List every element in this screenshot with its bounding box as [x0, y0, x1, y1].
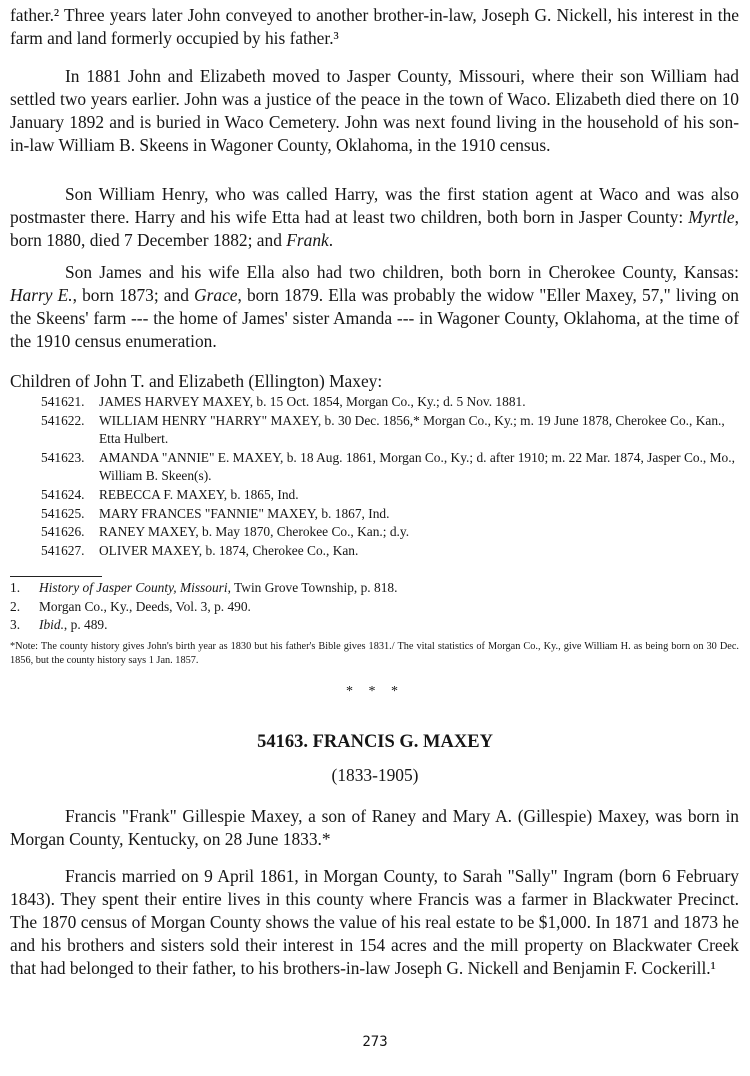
- footnote-text: Morgan Co., Ky., Deeds, Vol. 3, p. 490.: [39, 598, 251, 614]
- section-dates: (1833-1905): [331, 765, 419, 785]
- child-entry: MARY FRANCES "FANNIE" MAXEY, b. 1867, Ind.: [99, 505, 390, 521]
- child-name-harry-e: Harry E.: [10, 285, 73, 305]
- child-number: 541621.: [41, 394, 85, 409]
- footnotes-list: [10, 579, 739, 635]
- footnote-text: , Twin Grove Township, p. 818.: [227, 580, 398, 595]
- list-item: [41, 393, 741, 412]
- paragraph-text: , born 1880, died 7 December 1882; and: [10, 207, 739, 250]
- child-name-frank: Frank: [286, 230, 329, 250]
- paragraph-frank-born: Francis "Frank" Gillespie Maxey, a son of Raney and Mary A. (Gillespie) Maxey, was born in Morgan County, Kentucky, on 28 June 1833.*: [10, 806, 739, 849]
- paragraph-harry: [10, 183, 739, 252]
- paragraph-text: , born 1879. Ella was probably the widow "Eller Maxey, 57," living on the Skeens' farm --- the home of James' sister Amanda --- in Wagoner County, Oklahoma, at the time of the 1910 census enumeration.: [10, 285, 739, 351]
- list-item: [41, 412, 741, 449]
- child-number: 541622.: [41, 412, 85, 428]
- footnote: [10, 598, 739, 617]
- list-item: [41, 523, 741, 542]
- page-number: 273: [362, 1034, 388, 1050]
- children-heading: Children of John T. and Elizabeth (Ellington) Maxey:: [10, 371, 383, 391]
- paragraph-text: .: [328, 230, 334, 250]
- child-name-grace: Grace: [194, 285, 238, 305]
- list-item: [41, 542, 741, 561]
- section-heading: 54163. FRANCIS G. MAXEY: [257, 732, 493, 752]
- paragraph-text: Son James and his wife Ella also had two children, both born in Cherokee County, Kansas:: [65, 262, 739, 282]
- footnote-number: 3.: [10, 617, 21, 632]
- child-entry: WILLIAM HENRY "HARRY" MAXEY, b. 30 Dec. 1856,* Morgan Co., Ky.; m. 19 June 1878, Cherokee Co., Kan., Etta Hulbert.: [99, 412, 725, 447]
- paragraph-text: Son William Henry, who was called Harry, was the first station agent at Waco and was also postmaster there. Harry and his wife Etta had at least two children, both born in Jasper County:: [10, 184, 739, 227]
- footnote-text: , p. 489.: [63, 617, 108, 632]
- list-item: [41, 486, 741, 505]
- list-item: [41, 449, 741, 486]
- birth-year-note: *Note: The county history gives John's birth year as 1830 but his father's Bible gives 1831./ The vital statistics of Morgan Co., Ky., give William H. as being born on 30 Dec. 1856, but the county history says 1 Jan. 1857.: [10, 641, 739, 666]
- child-entry: OLIVER MAXEY, b. 1874, Cherokee Co., Kan.: [99, 542, 359, 558]
- section-separator: * * *: [346, 684, 404, 699]
- child-name-myrtle: Myrtle: [688, 207, 735, 227]
- child-entry: AMANDA "ANNIE" E. MAXEY, b. 18 Aug. 1861, Morgan Co., Ky.; d. after 1910; m. 22 Mar. 1874, Jasper Co., Mo., William B. Skeen(s).: [99, 449, 735, 484]
- paragraph-james: [10, 261, 739, 353]
- child-entry: JAMES HARVEY MAXEY, b. 15 Oct. 1854, Morgan Co., Ky.; d. 5 Nov. 1881.: [99, 394, 526, 409]
- child-number: 541626.: [41, 524, 85, 540]
- child-number: 541624.: [41, 486, 85, 502]
- child-number: 541627.: [41, 542, 85, 558]
- paragraph-frank-married: Francis married on 9 April 1861, in Morgan County, to Sarah "Sally" Ingram (born 6 February 1843). They spent their entire lives in this county where Francis was a farmer in Blackwater Precinct. The 1870 census of Morgan County shows the value of his real estate to be $1,000. In 1871 and 1873 he and his brothers and sisters sold their interest in 154 acres and the mill property on Blackwater Creek that had belonged to their father, to his brothers-in-law Joseph G. Nickell and Benjamin F. Cockerill.¹: [10, 866, 739, 978]
- footnote: [10, 616, 739, 635]
- list-item: [41, 505, 741, 524]
- paragraph-continued: father.² Three years later John conveyed to another brother-in-law, Joseph G. Nickell, his interest in the farm and land formerly occupied by his father.³: [10, 5, 739, 48]
- paragraph-move-1881: In 1881 John and Elizabeth moved to Jasper County, Missouri, where their son William had settled two years earlier. John was a justice of the peace in the town of Waco. Elizabeth died there on 10 January 1892 and is buried in Waco Cemetery. John was next found living in the household of his son-in-law William B. Skeens in Wagoner County, Oklahoma, in the 1910 census.: [10, 66, 739, 155]
- footnote-number: 1.: [10, 580, 21, 595]
- footnote-title: History of Jasper County, Missouri: [39, 580, 228, 595]
- footnote: [10, 579, 739, 598]
- children-list: [41, 393, 741, 560]
- paragraph-text: , born 1873; and: [72, 285, 195, 305]
- footnote-number: 2.: [10, 598, 21, 614]
- child-number: 541625.: [41, 505, 85, 521]
- child-entry: REBECCA F. MAXEY, b. 1865, Ind.: [99, 486, 299, 502]
- child-entry: RANEY MAXEY, b. May 1870, Cherokee Co., Kan.; d.y.: [99, 524, 410, 540]
- footnote-divider: [10, 576, 102, 577]
- child-number: 541623.: [41, 449, 85, 465]
- footnote-title: Ibid.: [39, 617, 64, 632]
